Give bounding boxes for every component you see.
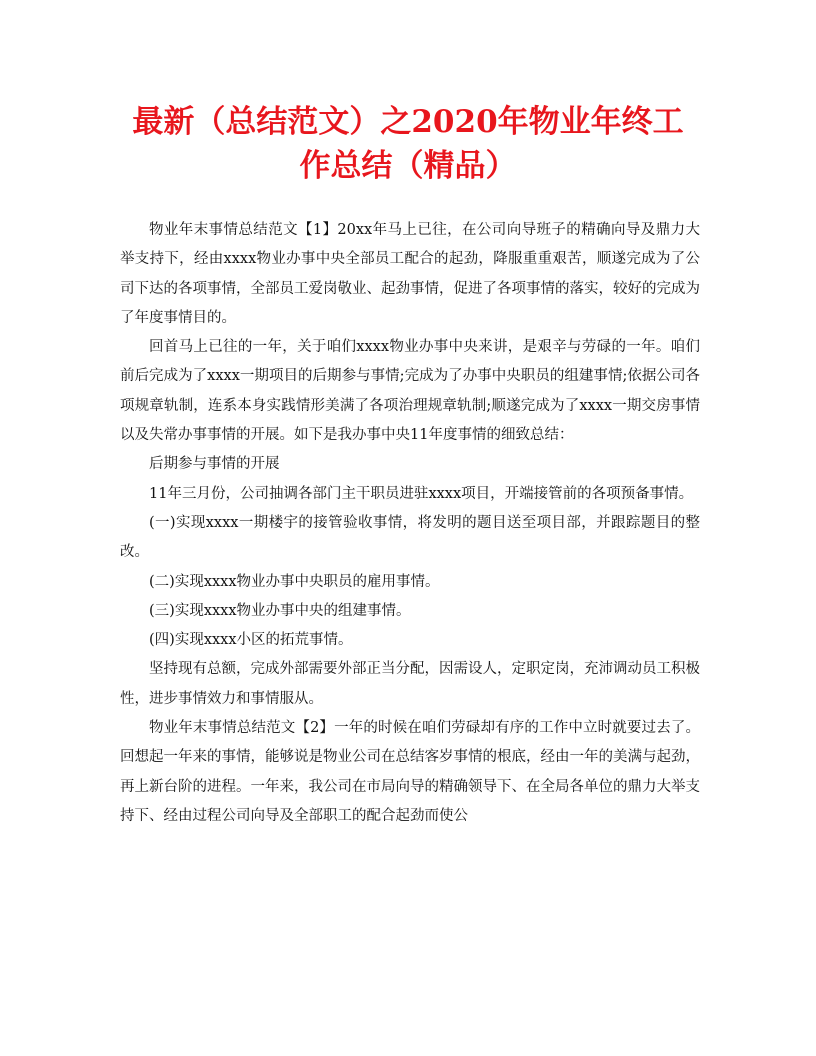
title-line-1: 最新（总结范文）之2020年物业年终工 xyxy=(132,104,684,140)
paragraph: 物业年末事情总结范文【2】一年的时候在咱们劳碌却有序的工作中立时就要过去了。回想起一年来的事情，能够说是物业公司在总结客岁事情的根底，经由一年的美满与起劲，再上新台阶的进程。一年来，我公司在市局向导的精确领导下、在全局各单位的鼎力大举支持下、经由过程公司向导及全部职工的配合起劲而使公 xyxy=(120,720,700,824)
paragraph: 坚持现有总额，完成外部需要外部正当分配，因需设人，定职定岗，充沛调动员工积极性，进步事情效力和事情服从。 xyxy=(120,661,700,707)
list-item: (四)实现xxxx小区的拓荒事情。 xyxy=(149,632,353,649)
list-item: (一)实现xxxx一期楼宇的接管验收事情，将发明的题目送至项目部，并跟踪题目的整改。 xyxy=(120,514,700,561)
paragraph: 11年三月份，公司抽调各部门主干职员进驻xxxx项目，开端接管前的各项预备事情。 xyxy=(149,485,694,502)
paragraph: 物业年末事情总结范文【1】20xx年马上已往，在公司向导班子的精确向导及鼎力大举支持下，经由xxxx物业办事中央全部员工配合的起劲，降服重重艰苦，顺遂完成为了公司下达的各项事情，全部员工爱岗敬业、起劲事情，促进了各项事情的落实，较好的完成为了年度事情目的。 xyxy=(120,222,700,326)
document-title xyxy=(100,100,716,188)
title-line-2: 作总结（精品） xyxy=(299,148,517,184)
list-item: (二)实现xxxx物业办事中央职员的雇用事情。 xyxy=(149,573,440,590)
section-heading: 后期参与事情的开展 xyxy=(149,456,280,473)
list-item: (三)实现xxxx物业办事中央的组建事情。 xyxy=(149,602,411,619)
paragraph: 回首马上已往的一年，关于咱们xxxx物业办事中央来讲，是艰辛与劳碌的一年。咱们前后完成为了xxxx一期项目的后期参与事情;完成为了办事中央职员的组建事情;依据公司各项规章轨制，连系本身实践情形美满了各项治理规章轨制;顺遂完成为了xxxx一期交房事情以及失常办事事情的开展。如下是我办事中央11年度事情的细致总结： xyxy=(120,339,700,444)
document-body xyxy=(120,216,700,831)
